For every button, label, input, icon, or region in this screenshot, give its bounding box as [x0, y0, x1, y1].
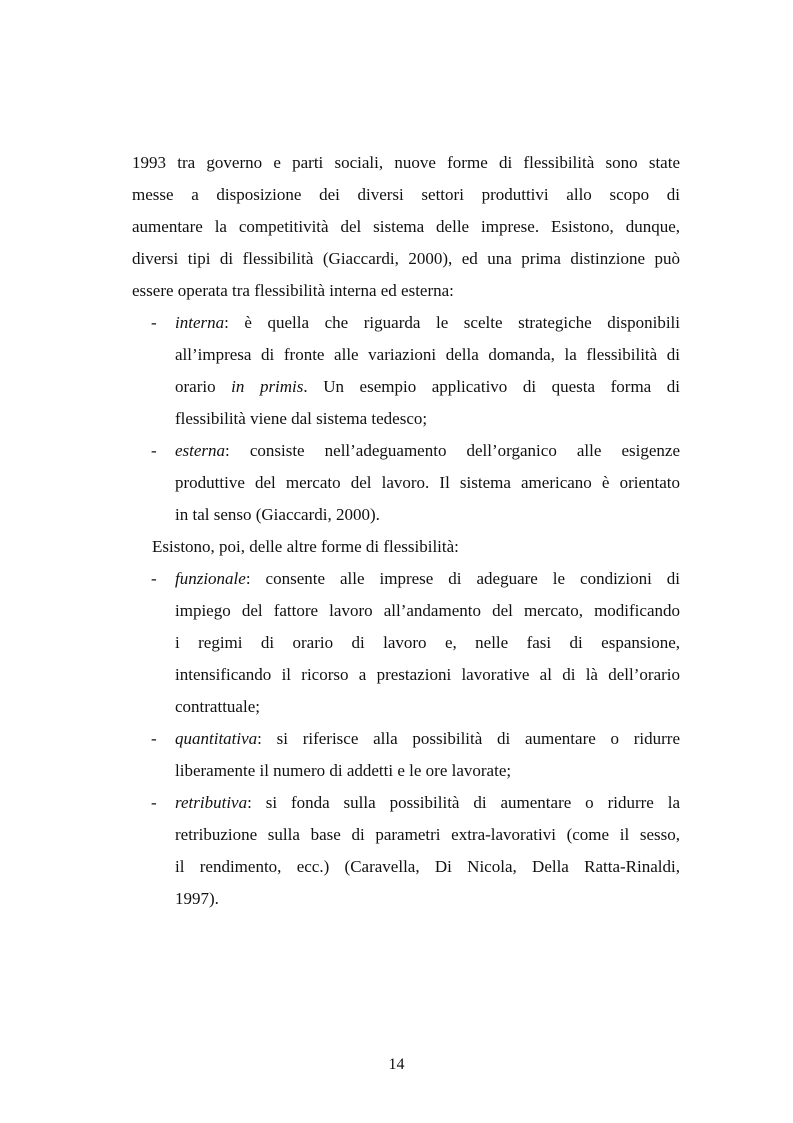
bullet-dash: -	[151, 569, 157, 588]
list-item-line: produttive del mercato del lavoro. Il sistema americano è orientato	[175, 473, 680, 492]
list-item-line: orario in primis. Un esempio applicativo di questa forma di	[175, 377, 680, 396]
list-item-line: all’impresa di fronte alle variazioni della domanda, la flessibilità di	[175, 345, 680, 364]
term-retributiva: retributiva	[175, 793, 248, 812]
list-item-line: il rendimento, ecc.) (Caravella, Di Nicola, Della Ratta-Rinaldi,	[175, 857, 680, 876]
list-item-retributiva	[132, 787, 680, 915]
term-interna: interna	[175, 313, 225, 332]
bullet-dash: -	[151, 441, 157, 460]
document-body	[132, 147, 680, 915]
list-item-line: impiego del fattore lavoro all’andamento del mercato, modificando	[175, 601, 680, 620]
bullet-dash: -	[151, 729, 157, 748]
list-item-line: intensificando il ricorso a prestazioni lavorative al di là dell’orario	[175, 665, 680, 684]
list-item-line: i regimi di orario di lavoro e, nelle fasi di espansione,	[175, 633, 680, 652]
list-item-line: in tal senso (Giaccardi, 2000).	[175, 505, 380, 524]
list-item-line: retribuzione sulla base di parametri extra-lavorativi (come il sesso,	[175, 825, 680, 844]
list-item-line: - retributiva: si fonda sulla possibilità di aumentare o ridurre la	[175, 787, 680, 819]
list-item-line: contrattuale;	[175, 697, 260, 716]
list-item-interna	[132, 307, 680, 435]
list-item-esterna	[132, 435, 680, 531]
list-item-line: liberamente il numero di addetti e le ore lavorate;	[175, 761, 512, 780]
page-number: 14	[388, 1056, 405, 1073]
list-item-quantitativa	[132, 723, 680, 787]
intro-line: essere operata tra flessibilità interna ed esterna:	[132, 281, 454, 300]
intro-line: aumentare la competitività del sistema delle imprese. Esistono, dunque,	[132, 217, 680, 236]
list-item-line: - funzionale: consente alle imprese di adeguare le condizioni di	[175, 563, 680, 595]
list-item-line: 1997).	[175, 889, 219, 908]
list-item-line: flessibilità viene dal sistema tedesco;	[175, 409, 428, 428]
term-quantitativa: quantitativa	[175, 729, 258, 748]
list-item-line: - quantitativa: si riferisce alla possibilità di aumentare o ridurre	[175, 723, 680, 755]
list-item-line: - interna: è quella che riguarda le scelte strategiche disponibili	[175, 307, 680, 339]
sub-intro: Esistono, poi, delle altre forme di flessibilità:	[152, 537, 459, 556]
intro-line: diversi tipi di flessibilità (Giaccardi, 2000), ed una prima distinzione può	[132, 249, 680, 268]
intro-line: messe a disposizione dei diversi settori produttivi allo scopo di	[132, 185, 680, 204]
term-funzionale: funzionale	[175, 569, 246, 588]
bullet-dash: -	[151, 313, 157, 332]
bullet-dash: -	[151, 793, 157, 812]
term-esterna: esterna	[175, 441, 226, 460]
intro-paragraph	[132, 147, 680, 307]
intro-line: 1993 tra governo e parti sociali, nuove forme di flessibilità sono state	[132, 153, 680, 172]
emphasis-in-primis: in primis	[231, 377, 304, 396]
list-item-line: - esterna: consiste nell’adeguamento dell’organico alle esigenze	[175, 435, 680, 467]
list-item-funzionale	[132, 563, 680, 723]
